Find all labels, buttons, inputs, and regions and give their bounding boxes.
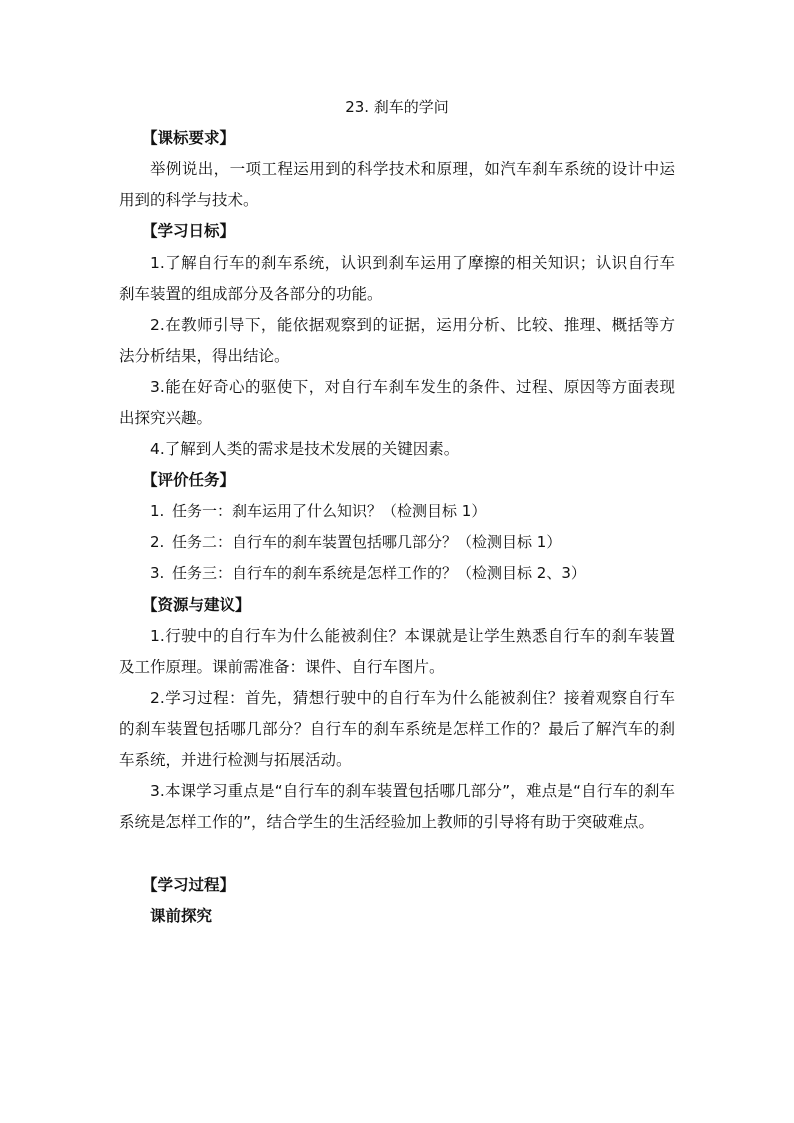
heading-goals: 【学习日标】 (142, 222, 236, 240)
paragraph-goal-4: 4.了解到人类的需求是技术发展的关键因素。 (150, 440, 460, 458)
paragraph-standard: 举例说出，一项工程运用到的科学技术和原理，如汽车刹车系统的设计中运用到的科学与技术。 (119, 160, 675, 209)
task-text: 任务二：自行车的刹车装置包括哪几部分？（检测目标 1） (172, 533, 562, 551)
paragraph-resource-1: 1.行驶中的自行车为什么能被刹住？本课就是让学生熟悉自行车的刹车装置及工作原理。课前需准备：课件、自行车图片。 (119, 627, 675, 676)
task-text: 任务一：刹车运用了什么知识？（检测目标 1） (172, 502, 487, 520)
heading-standard: 【课标要求】 (142, 129, 236, 147)
task-item (150, 500, 486, 522)
paragraph-resource-3: 3.本课学习重点是“自行车的刹车装置包括哪几部分”，难点是“自行车的刹车系统是怎样工作的”，结合学生的生活经验加上教师的引导将有助于突破难点。 (119, 782, 675, 831)
paragraph-goal-2: 2.在教师引导下，能依据观察到的证据，运用分析、比较、推理、概括等方法分析结果，得出结论。 (119, 316, 675, 365)
task-number: 1. (150, 502, 165, 520)
heading-resources: 【资源与建议】 (142, 596, 251, 614)
task-item (150, 531, 561, 553)
task-number: 2. (150, 533, 165, 551)
heading-process: 【学习过程】 (142, 876, 236, 894)
heading-tasks: 【评价任务】 (142, 471, 236, 489)
paragraph-goal-1: 1.了解自行车的刹车系统，认识到刹车运用了摩擦的相关知识；认识自行车刹车装置的组成部分及各部分的功能。 (119, 254, 675, 303)
paragraph-resource-2: 2.学习过程：首先，猜想行驶中的自行车为什么能被刹住？接着观察自行车的刹车装置包括哪几部分？自行车的刹车系统是怎样工作的？最后了解汽车的刹车系统，并进行检测与拓展活动。 (119, 689, 675, 769)
document-page (119, 0, 675, 1123)
task-text: 任务三：自行车的刹车系统是怎样工作的？（检测目标 2、3） (172, 564, 586, 582)
paragraph-goal-3: 3.能在好奇心的驱使下，对自行车刹车发生的条件、过程、原因等方面表现出探究兴趣。 (119, 378, 675, 427)
page-title: 23. 刹车的学问 (345, 98, 449, 116)
task-number: 3. (150, 564, 165, 582)
subheading-pre-class: 课前探究 (150, 907, 213, 925)
task-item (150, 562, 586, 584)
